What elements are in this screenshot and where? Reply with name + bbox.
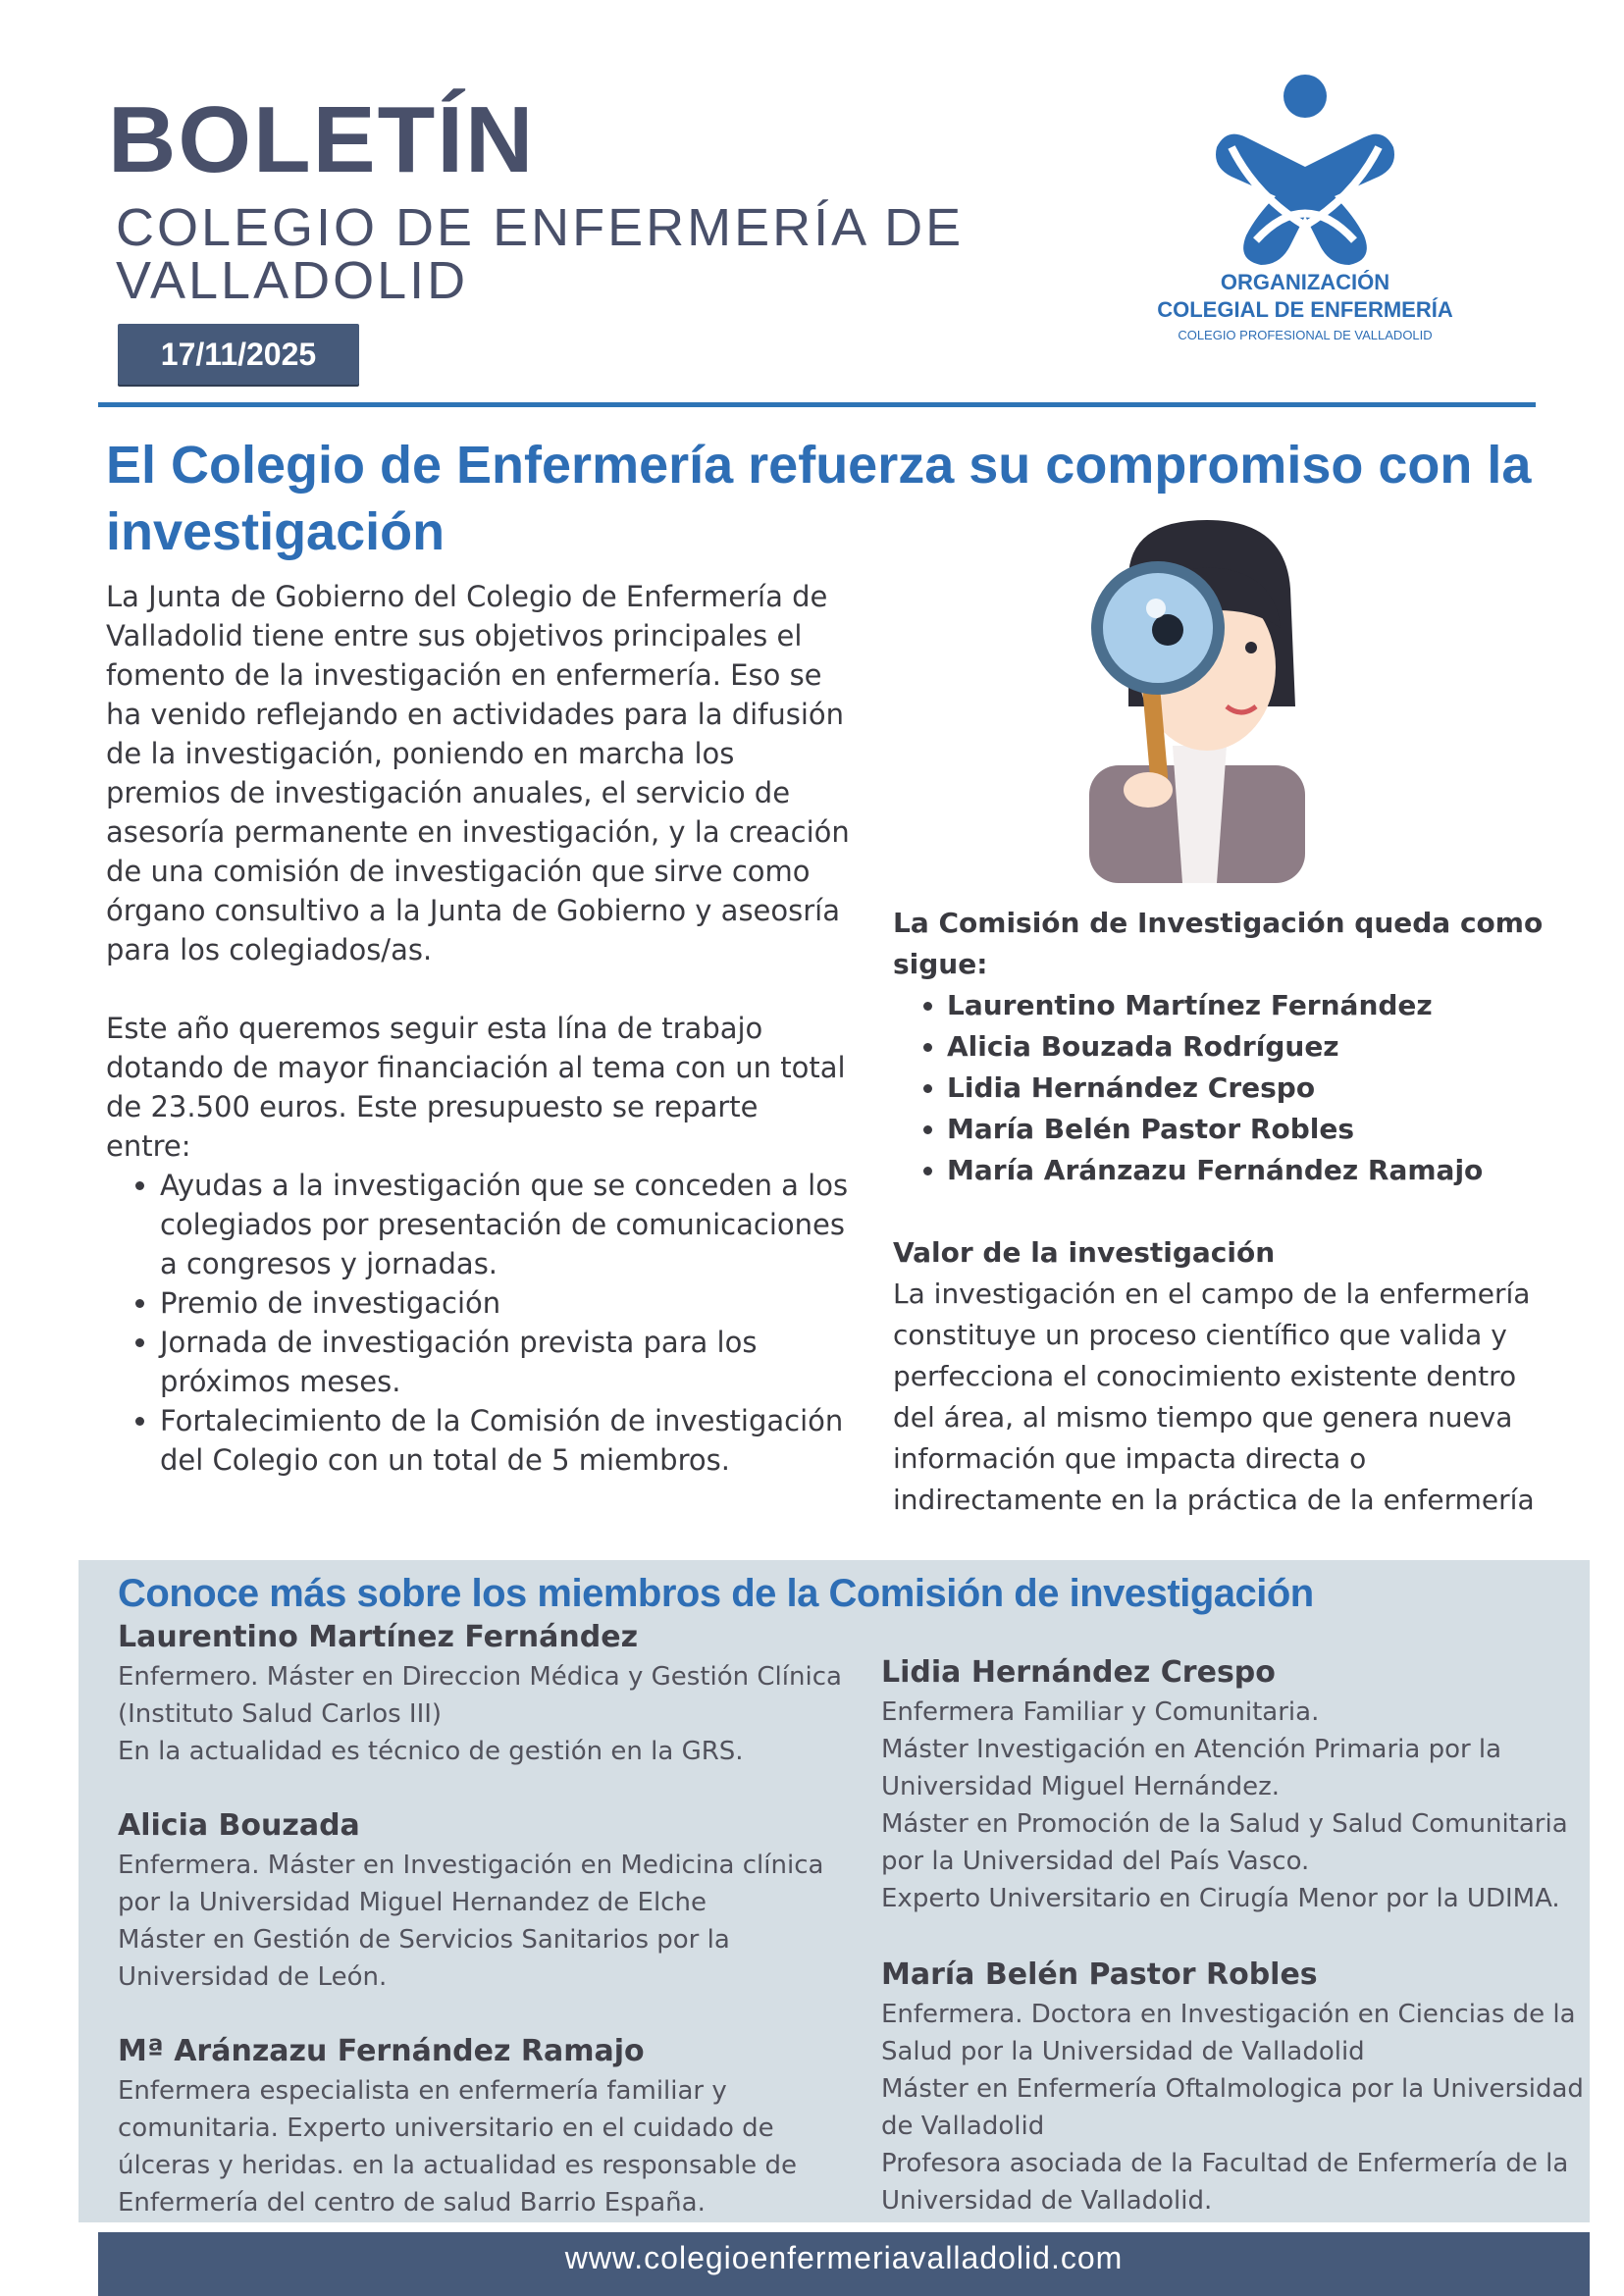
member-line: Experto Universitario en Cirugía Menor por la UDIMA. [881,1884,1560,1913]
member-card [881,1652,1588,1917]
member-card [118,2031,864,2221]
bulletin-subtitle: COLEGIO DE ENFERMERÍA DE VALLADOLID [116,198,965,310]
member-line: por la Universidad Miguel Hernandez de Elche [118,1888,707,1917]
list-item: • Fortalecimiento de la Comisión de investigación del Colegio con un total de 5 miembros. [160,1401,852,1480]
article-left-column [106,577,852,1480]
header-divider [98,402,1536,407]
member-line: Profesora asociada de la Facultad de Enfermería de la [881,2149,1569,2178]
member-name: María Belén Pastor Robles [881,1957,1318,1992]
website-link[interactable]: www.colegioenfermeriavalladolid.com [564,2240,1124,2275]
member-line: úlceras y heridas. en la actualidad es responsable de [118,2151,797,2180]
member-line: Máster en Promoción de la Salud y Salud Comunitaria [881,1809,1568,1839]
list-item: • María Aránzazu Fernández Ramajo [947,1150,1560,1191]
member-line: Enfermera. Doctora en Investigación en Ciencias de la [881,2000,1576,2029]
value-heading: Valor de la investigación [893,1236,1276,1269]
member-line: de Valladolid [881,2112,1045,2141]
date-badge: 17/11/2025 [118,324,359,385]
member-line: Enfermera Familiar y Comunitaria. [881,1697,1320,1727]
value-paragraph: La investigación en el campo de la enfermería constituye un proceso científico que valida y perfecciona el conocimiento existente dentro del área, al mismo tiempo que genera nueva información que impacta directa o indirectamente en la práctica de la enfermería [893,1278,1535,1516]
member-name: Mª Aránzazu Fernández Ramajo [118,2034,645,2068]
researcher-illustration [1070,510,1325,883]
commission-intro: La Comisión de Investigación queda como sigue: [893,907,1544,980]
logo-line-2: COLEGIAL DE ENFERMERÍA [1157,297,1453,322]
member-name: Laurentino Martínez Fernández [118,1620,639,1654]
list-item: • Alicia Bouzada Rodríguez [947,1026,1560,1068]
member-line: por la Universidad del País Vasco. [881,1847,1310,1876]
article-paragraph-2: Este año queremos seguir esta lína de trabajo dotando de mayor financiación al tema con un total de 23.500 euros. Este presupuesto se reparte entre: [106,1012,846,1163]
logo-line-3: COLEGIO PROFESIONAL DE VALLADOLID [1178,328,1433,342]
commission-list [893,985,1560,1191]
magnifying-glass-researcher-icon [1070,510,1325,883]
member-line: Universidad de Valladolid. [881,2186,1213,2216]
members-section-title: Conoce más sobre los miembros de la Comisión de investigación [118,1572,1314,1615]
organization-logo [1138,69,1472,353]
member-line: Máster Investigación en Atención Primaria por la [881,1735,1502,1764]
list-item: • Lidia Hernández Crespo [947,1068,1560,1109]
member-line: Enfermería del centro de salud Barrio España. [118,2188,706,2218]
list-item: • Ayudas a la investigación que se conceden a los colegiados por presentación de comunicaciones a congresos y jornadas. [160,1166,852,1283]
member-card [118,1805,864,1996]
logo-line-1: ORGANIZACIÓN [1220,270,1390,294]
member-line: Universidad de León. [118,1962,388,1992]
member-line: (Instituto Salud Carlos III) [118,1699,443,1729]
list-item: • Jornada de investigación prevista para los próximos meses. [160,1323,852,1401]
member-name: Alicia Bouzada [118,1808,360,1843]
member-card [118,1617,864,1770]
list-item: • Laurentino Martínez Fernández [947,985,1560,1026]
member-line: Enfermera especialista en enfermería familiar y [118,2076,727,2106]
member-line: Salud por la Universidad de Valladolid [881,2037,1365,2066]
article-headline: El Colegio de Enfermería refuerza su compromiso con la investigación [106,436,1532,561]
list-item: • María Belén Pastor Robles [947,1109,1560,1150]
nursing-emblem-icon [1138,69,1472,265]
member-line: comunitaria. Experto universitario en el cuidado de [118,2113,774,2143]
member-line: Máster en Enfermería Oftalmologica por la Universidad [881,2074,1584,2104]
bulletin-title: BOLETÍN [108,87,536,192]
member-name: Lidia Hernández Crespo [881,1655,1276,1690]
member-line: Enfermero. Máster en Direccion Médica y Gestión Clínica [118,1662,842,1692]
budget-list [106,1166,852,1480]
member-line: Enfermera. Máster en Investigación en Medicina clínica [118,1851,824,1880]
article-right-column [893,903,1560,1521]
member-line: Universidad Miguel Hernández. [881,1772,1280,1801]
member-card [881,1955,1588,2219]
member-line: Máster en Gestión de Servicios Sanitarios por la [118,1925,730,1955]
footer-bar [98,2232,1590,2296]
list-item: • Premio de investigación [160,1283,852,1323]
member-line: En la actualidad es técnico de gestión en la GRS. [118,1737,744,1766]
article-paragraph-1: La Junta de Gobierno del Colegio de Enfermería de Valladolid tiene entre sus objetivos principales el fomento de la investigación en enfermería. Eso se ha venido reflejando en actividades para la difusión de la investigación, poniendo en marcha los premios de investigación anuales, el servicio de asesoría permanente en investigación, y la creación de una comisión de investigación que sirve como órgano consultivo a la Junta de Gobierno y aseosría para los colegiados/as. [106,580,850,966]
